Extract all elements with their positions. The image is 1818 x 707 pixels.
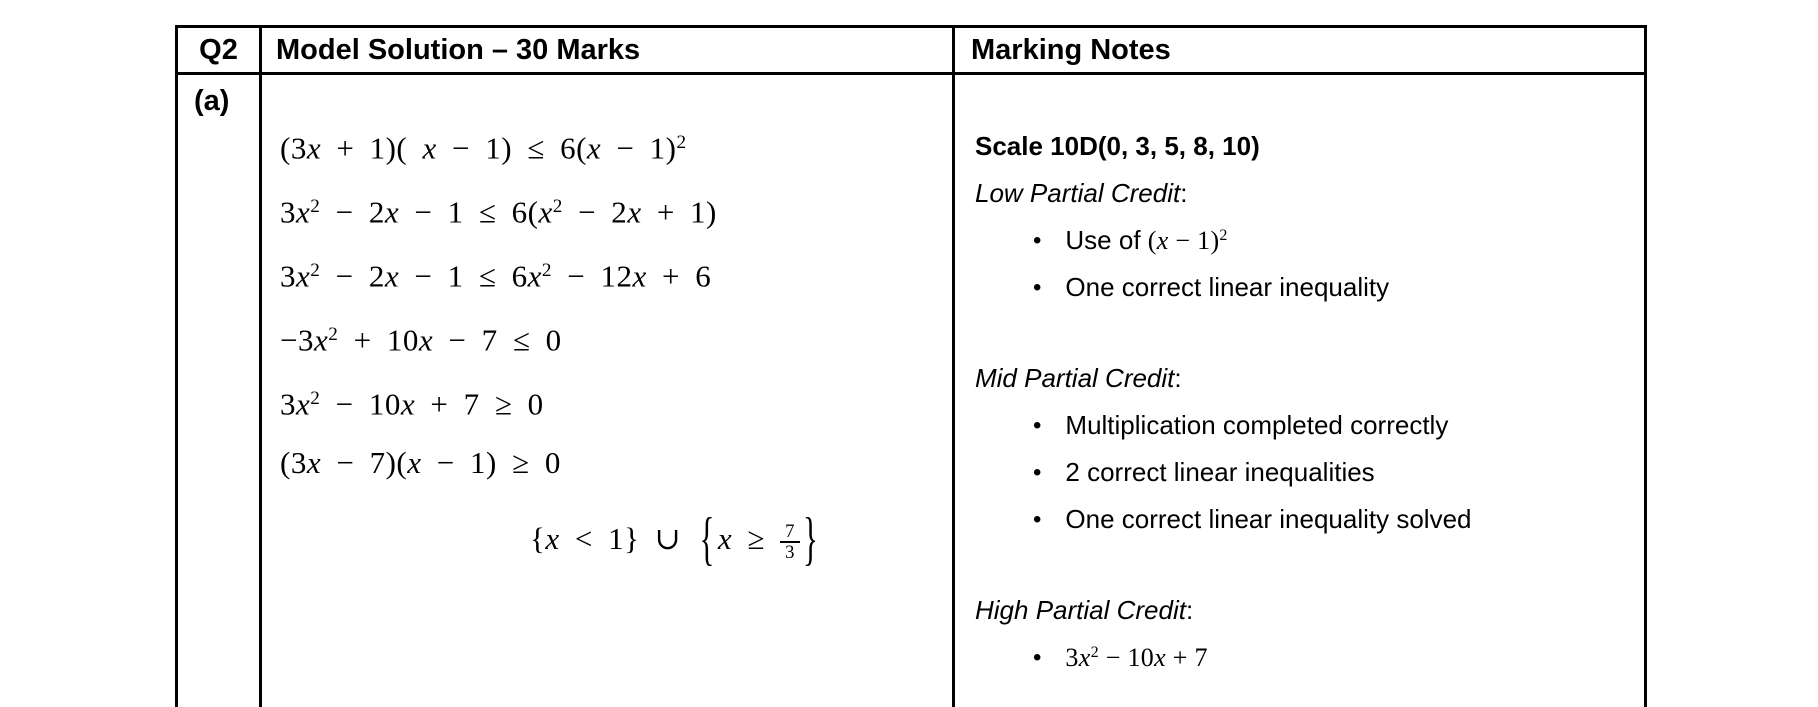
big-brace: }	[802, 504, 819, 572]
part-cell	[178, 75, 262, 707]
bullet-text: 2 correct linear inequalities	[1065, 457, 1375, 487]
high-partial-credit-heading: High Partial Credit:	[975, 595, 1194, 625]
bullet-text: Use of $(x - 1)^2$	[1065, 225, 1228, 255]
notes-bullet-item	[975, 217, 1636, 264]
bullet-text: One correct linear inequality	[1065, 272, 1390, 302]
part-label: (a)	[194, 85, 230, 117]
header-question-number: Q2	[178, 28, 262, 72]
marking-notes-cell	[955, 75, 1644, 707]
fraction: $\frac{7}{3}$	[780, 522, 800, 563]
bullet-icon: •	[1033, 226, 1042, 254]
notes-bullet-item	[975, 402, 1636, 449]
solution-step: $3x^2 - 2x - 1 \le 6(x^2 - 2x + 1)$	[280, 194, 717, 230]
spacer	[975, 311, 1636, 355]
solution-answer: {x < 1} ∪ {x ≥ $\frac{7}{3}$ }	[280, 503, 952, 575]
header-marking-notes: Marking Notes	[971, 33, 1171, 66]
marking-scheme-table	[175, 25, 1647, 707]
solution-step: (3x + 1)( $x - 1) \le 6(x - 1)^2$	[280, 130, 687, 166]
model-solution-cell	[262, 75, 955, 707]
bullet-text: One correct linear inequality solved	[1065, 504, 1472, 534]
bullet-icon: •	[1033, 411, 1042, 439]
solution-step: $3x^2 - 2x - 1 \le 6x^2 - 12x + 6$	[280, 258, 712, 294]
solution-step: (3x − 7)(x − 1) ≥ 0	[280, 445, 561, 480]
table-body-row	[178, 75, 1644, 707]
low-partial-credit-heading: Low Partial Credit:	[975, 178, 1188, 208]
solution-step: $-3x^2 + 10x - 7 \le 0$	[280, 322, 562, 358]
notes-bullet-item	[975, 449, 1636, 496]
header-model-solution: Model Solution – 30 Marks	[262, 28, 955, 72]
scale-heading: Scale 10D(0, 3, 5, 8, 10)	[975, 131, 1260, 161]
solution-step: $3x^2 - 10x + 7 \ge 0$	[280, 386, 544, 422]
table-header-row	[178, 28, 1644, 75]
spacer	[975, 543, 1636, 587]
bullet-icon: •	[1033, 458, 1042, 486]
bullet-text: Multiplication completed correctly	[1065, 410, 1449, 440]
bullet-icon: •	[1033, 643, 1042, 671]
mid-partial-credit-heading: Mid Partial Credit:	[975, 363, 1182, 393]
bullet-icon: •	[1033, 273, 1042, 301]
big-brace: {	[699, 504, 715, 572]
bullet-text: $3x^2 - 10x + 7$	[1065, 643, 1208, 672]
notes-bullet-item	[975, 264, 1636, 311]
bullet-icon: •	[1033, 505, 1042, 533]
notes-bullet-item	[975, 496, 1636, 543]
notes-bullet-item	[975, 634, 1636, 681]
